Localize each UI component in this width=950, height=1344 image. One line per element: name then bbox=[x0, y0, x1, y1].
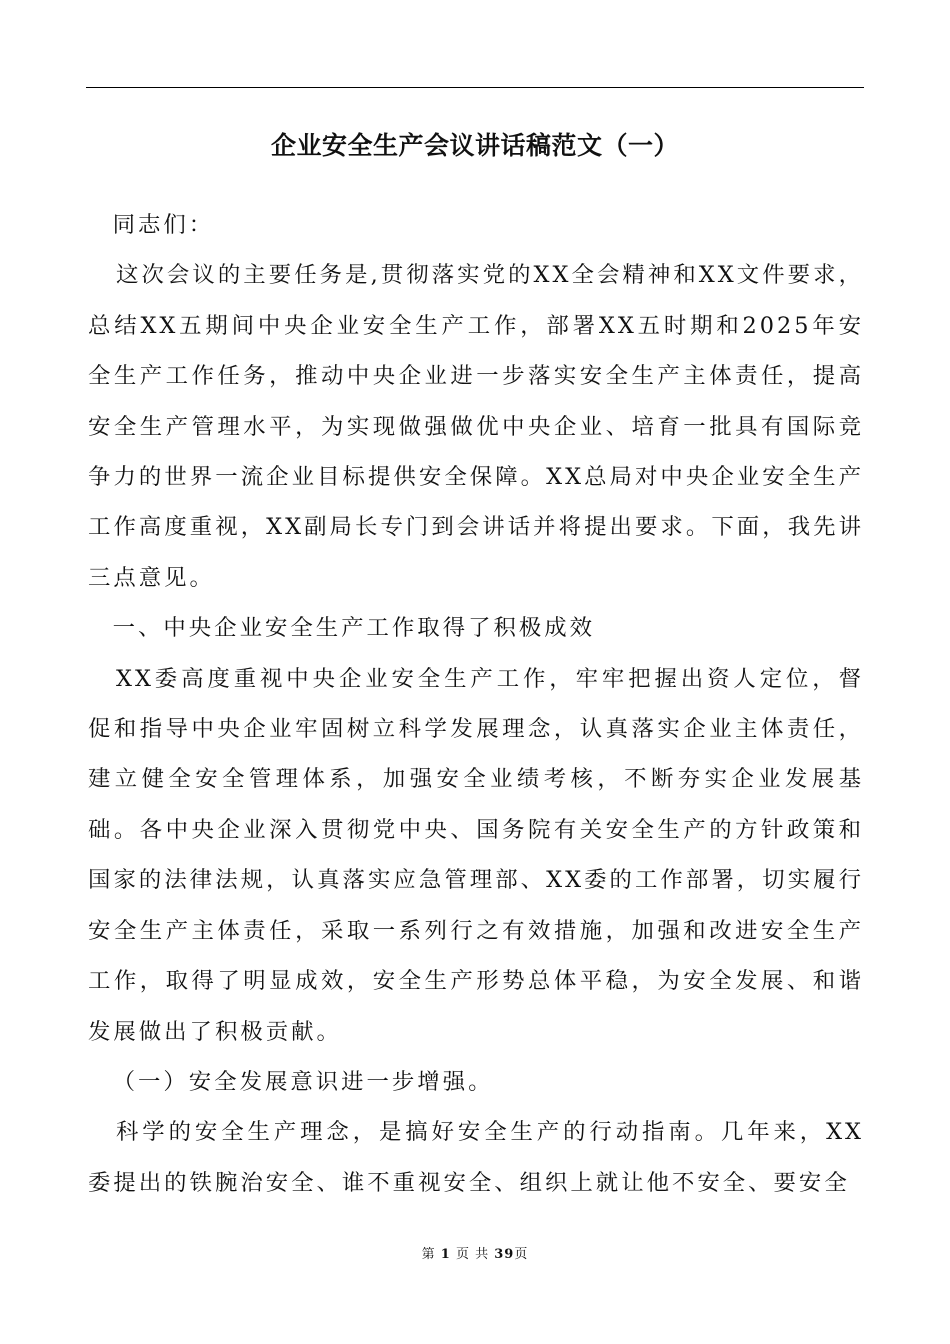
salutation: 同志们： bbox=[112, 212, 215, 238]
footer-suffix: 页 bbox=[514, 1247, 529, 1262]
section-heading-1: 一、中央企业安全生产工作取得了积极成效 bbox=[112, 615, 596, 642]
footer-current-page: 1 bbox=[440, 1247, 451, 1262]
subsection-heading-1: （一）安全发展意识进一步增强。 bbox=[112, 1068, 494, 1095]
footer-total-pages: 39 bbox=[494, 1247, 515, 1262]
page-footer bbox=[0, 1246, 950, 1264]
header-rule bbox=[86, 87, 864, 88]
paragraph-intro: 这次会议的主要任务是,贯彻落实党的XX全会精神和XX文件要求，总结XX五期间中央企业安全生产工作，部署XX五时期和2025年安全生产工作任务，推动中央企业进一步落实安全生产主体责任，提高安全生产管理水平，为实现做强做优中央企业、培育一批具有国际竞争力的世界一流企业目标提供安全保障。XX总局对中央企业安全生产工作高度重视，XX副局长专门到会讲话并将提出要求。下面，我先讲三点意见。 bbox=[88, 262, 864, 591]
document-body bbox=[88, 200, 864, 1208]
footer-prefix: 第 bbox=[421, 1247, 436, 1262]
footer-middle: 页 共 bbox=[455, 1247, 490, 1262]
paragraph-section-1: XX委高度重视中央企业安全生产工作，牢牢把握出资人定位，督促和指导中央企业牢固树立科学发展理念，认真落实企业主体责任，建立健全安全管理体系，加强安全业绩考核，不断夯实企业发展基础。各中央企业深入贯彻党中央、国务院有关安全生产的方针政策和国家的法律法规，认真落实应急管理部、XX委的工作部署，切实履行安全生产主体责任，采取一系列行之有效措施，加强和改进安全生产工作，取得了明显成效，安全生产形势总体平稳，为安全发展、和谐发展做出了积极贡献。 bbox=[88, 665, 864, 1045]
document-title: 企业安全生产会议讲话稿范文（一） bbox=[270, 131, 679, 160]
paragraph-subsection-1: 科学的安全生产理念，是搞好安全生产的行动指南。几年来，XX委提出的铁腕治安全、谁不重视安全、组织上就让他不安全、要安全 bbox=[88, 1119, 864, 1196]
